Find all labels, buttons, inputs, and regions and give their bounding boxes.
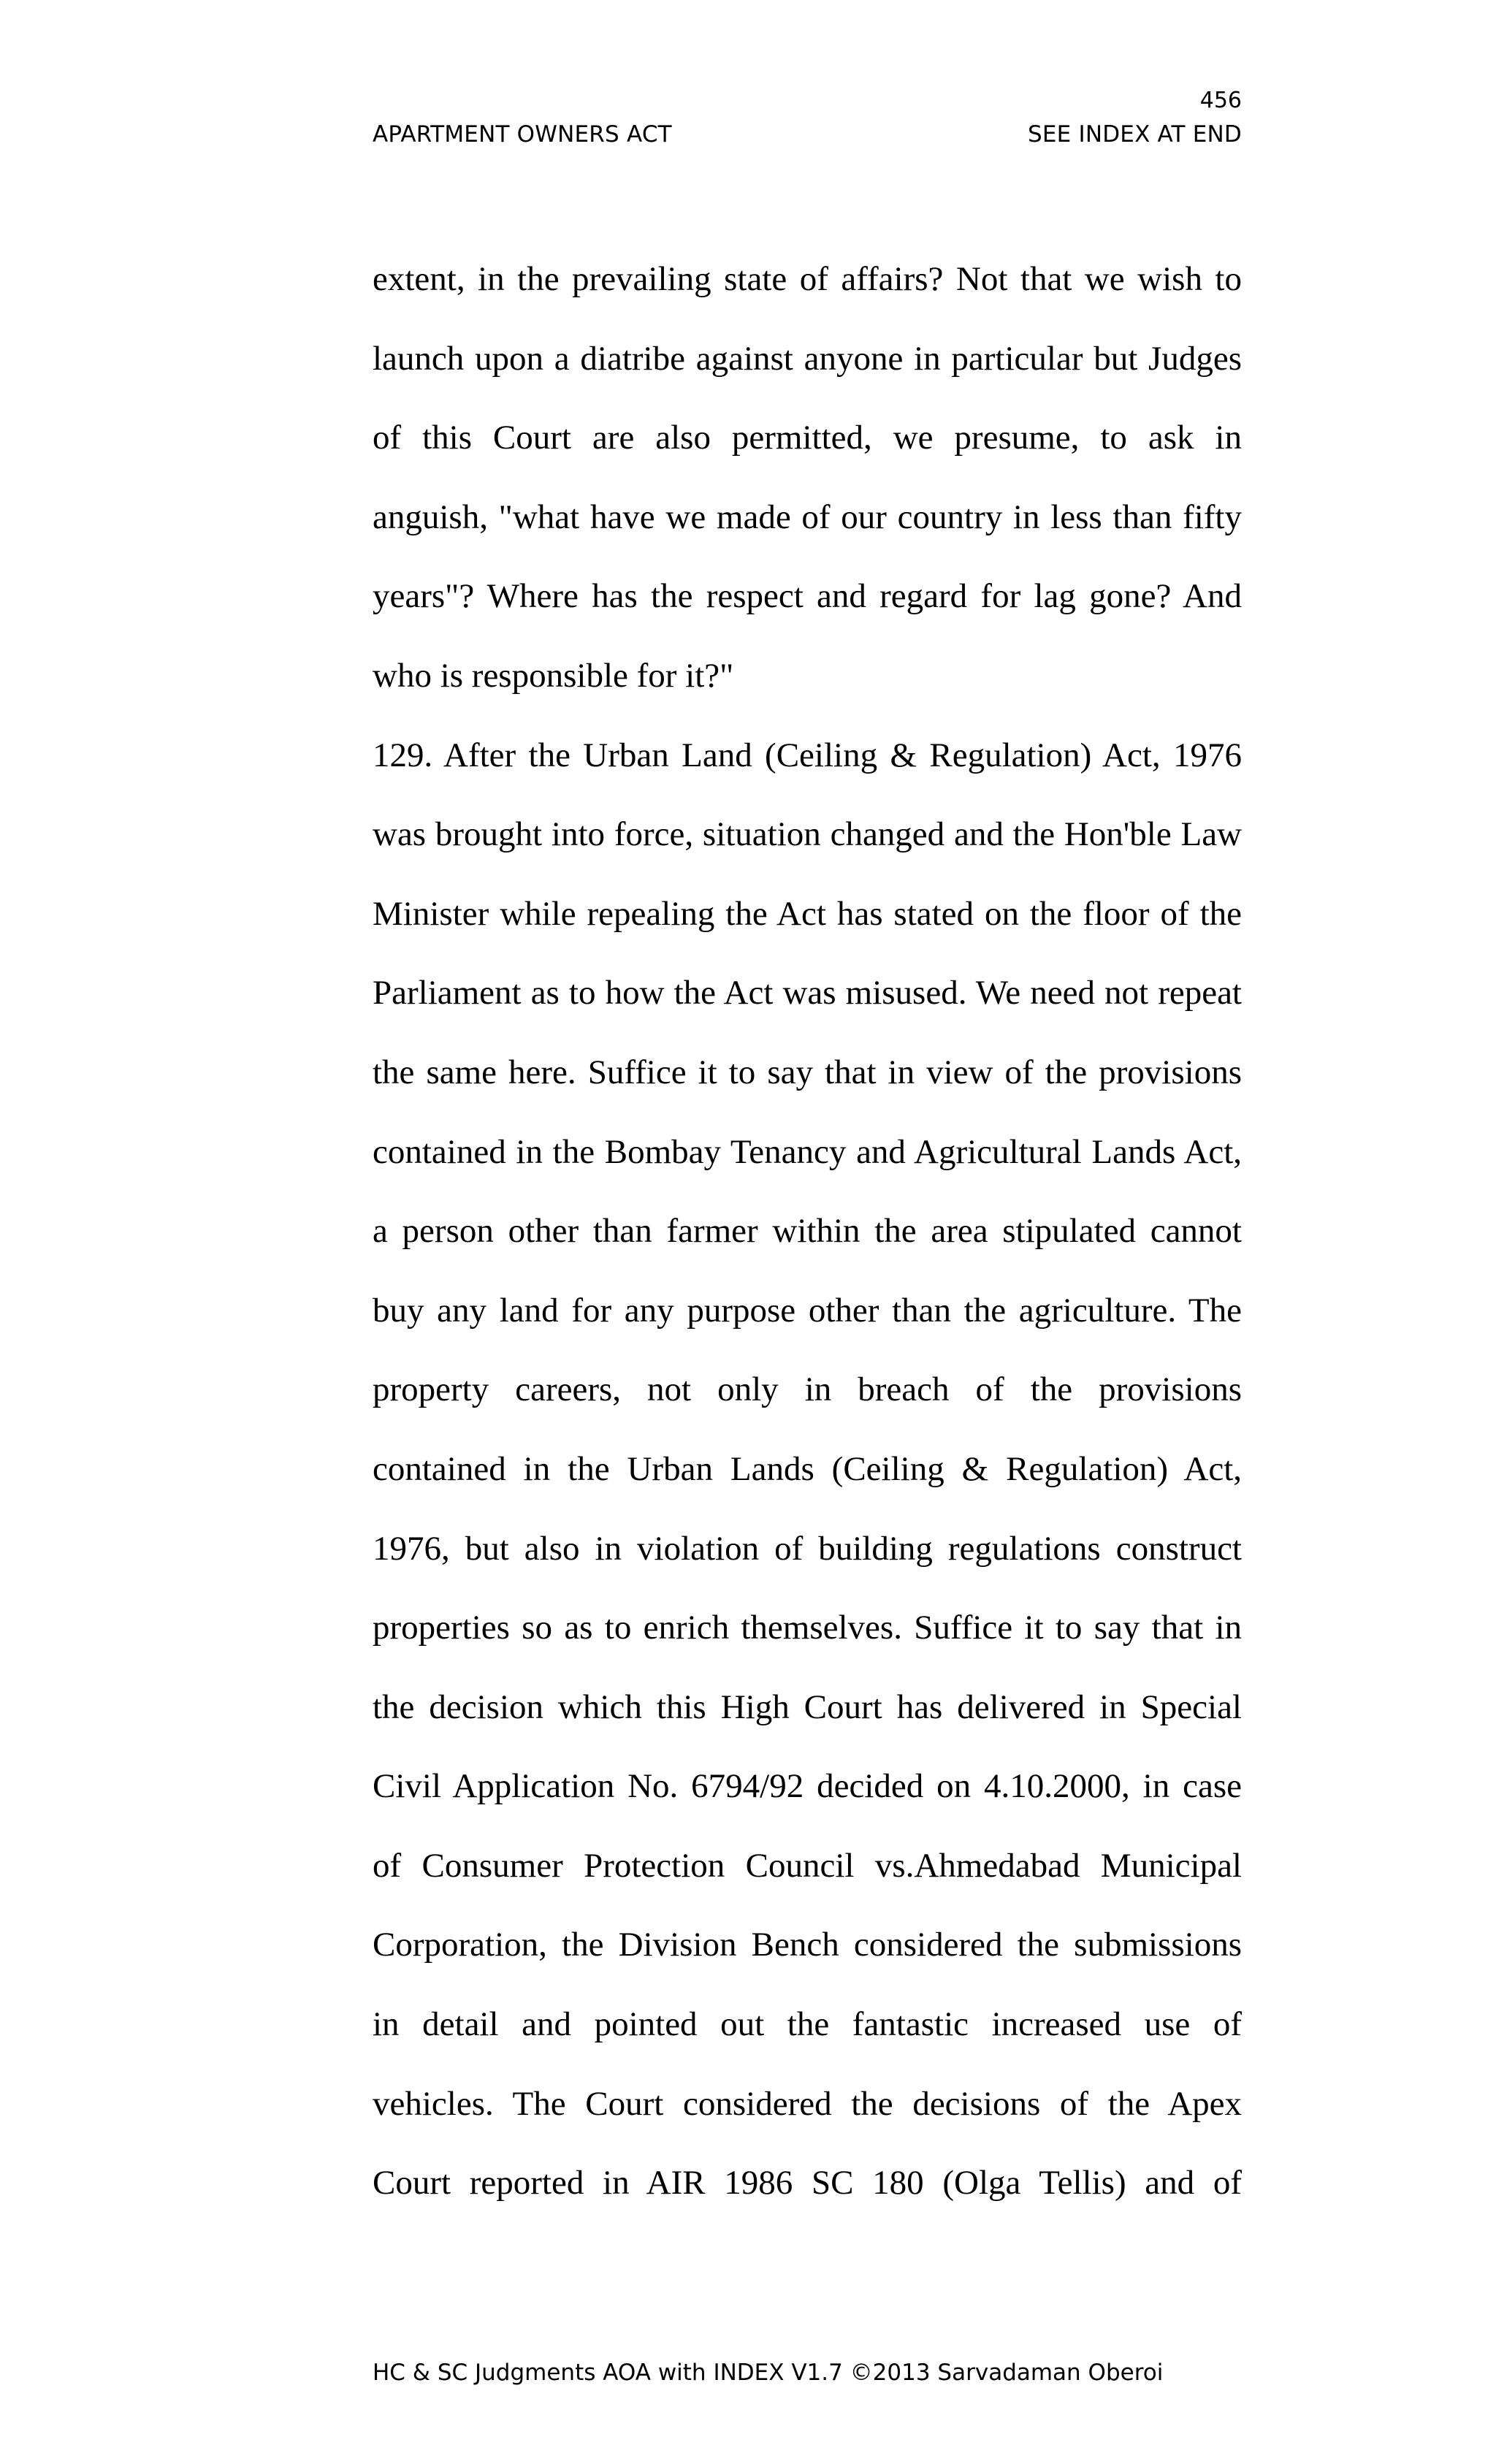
body-line: buy any land for any purpose other than the agriculture. The xyxy=(373,1291,1242,1330)
body-line: Court reported in AIR 1986 SC 180 (Olga Tellis) and of xyxy=(373,2164,1242,2202)
running-header-index-note: SEE INDEX AT END xyxy=(1027,121,1242,148)
body-line: who is responsible for it?" xyxy=(373,656,734,695)
body-line: contained in the Bombay Tenancy and Agricultural Lands Act, xyxy=(373,1132,1242,1171)
body-line: the same here. Suffice it to say that in view of the provisions xyxy=(373,1053,1242,1091)
page-number: 456 xyxy=(1199,88,1242,113)
body-line: Minister while repealing the Act has stated on the floor of the xyxy=(373,894,1242,933)
body-line: 129. After the Urban Land (Ceiling & Regulation) Act, 1976 xyxy=(373,736,1242,774)
body-line: contained in the Urban Lands (Ceiling & Regulation) Act, xyxy=(373,1449,1242,1488)
body-line: properties so as to enrich themselves. Suffice it to say that in xyxy=(373,1609,1242,1647)
body-line: in detail and pointed out the fantastic increased use of xyxy=(373,2005,1242,2044)
body-line: extent, in the prevailing state of affairs? Not that we wish to xyxy=(373,260,1242,298)
body-line: launch upon a diatribe against anyone in particular but Judges xyxy=(373,339,1242,378)
body-line: 1976, but also in violation of building regulations construct xyxy=(373,1529,1242,1568)
judgment-body-text xyxy=(373,257,1242,2240)
body-line: Parliament as to how the Act was misused. We need not repeat xyxy=(373,974,1242,1012)
body-line: vehicles. The Court considered the decisions of the Apex xyxy=(373,2084,1242,2123)
body-line: property careers, not only in breach of the provisions xyxy=(373,1370,1242,1409)
body-line: a person other than farmer within the area stipulated cannot xyxy=(373,1212,1242,1251)
running-header-title: APARTMENT OWNERS ACT xyxy=(373,121,672,148)
body-line: of this Court are also permitted, we presume, to ask in xyxy=(373,419,1242,457)
body-line: Corporation, the Division Bench considered the submissions xyxy=(373,1926,1242,1964)
body-line: was brought into force, situation changed and the Hon'ble Law xyxy=(373,815,1242,854)
body-line: Civil Application No. 6794/92 decided on 4.10.2000, in case xyxy=(373,1767,1242,1806)
page-footer: HC & SC Judgments AOA with INDEX V1.7 ©2013 Sarvadaman Oberoi xyxy=(373,2360,1164,2386)
body-line: the decision which this High Court has delivered in Special xyxy=(373,1687,1242,1726)
body-line: years"? Where has the respect and regard for lag gone? And xyxy=(373,577,1242,616)
body-line: anguish, "what have we made of our country in less than fifty xyxy=(373,497,1242,536)
body-line: of Consumer Protection Council vs.Ahmedabad Municipal xyxy=(373,1846,1242,1885)
